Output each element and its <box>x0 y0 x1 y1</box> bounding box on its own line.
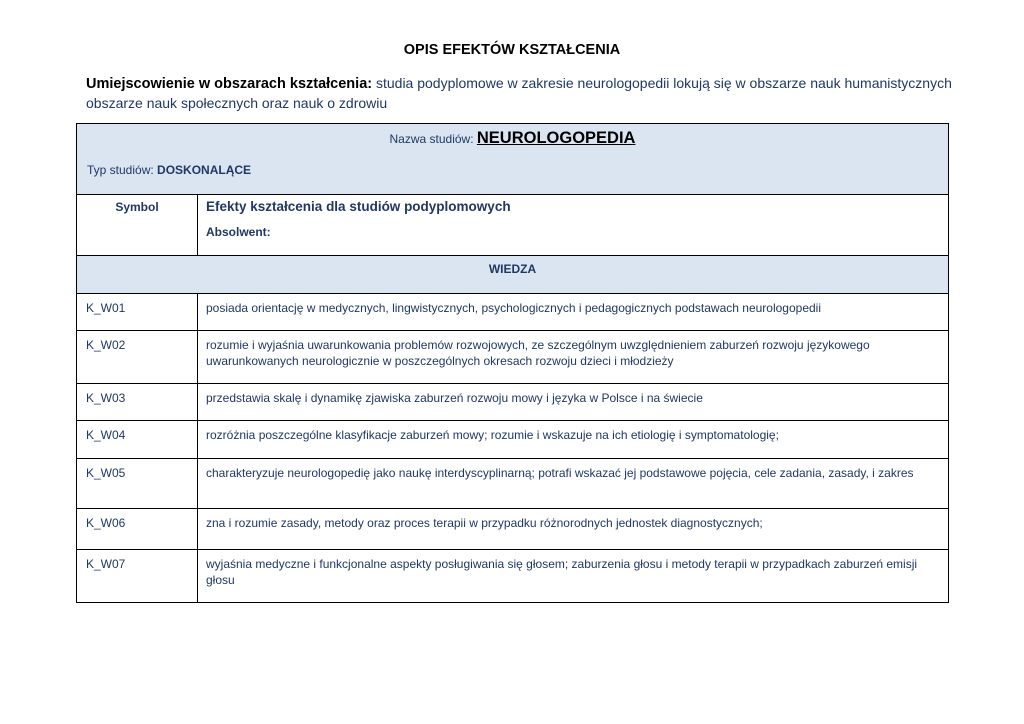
table-header-row <box>77 124 949 195</box>
location-text: studia podyplomowe w zakresie neurologopedii lokują się w obszarze nauk humanistycznych obszarze nauk społecznych oraz nauk o zdrowiu <box>86 75 952 111</box>
study-name-value: NEUROLOGOPEDIA <box>476 129 636 147</box>
description-column-subtitle: Absolwent: <box>206 225 271 239</box>
table-row <box>77 459 949 509</box>
location-paragraph <box>86 74 956 113</box>
column-header-row <box>77 195 949 256</box>
row-description: rozróżnia poszczególne klasyfikacje zaburzeń mowy; rozumie i wskazuje na ich etiologię i symptomatologię; <box>198 421 949 459</box>
description-column-header <box>198 195 949 256</box>
symbol-column-label: Symbol <box>115 200 159 214</box>
row-symbol: K_W01 <box>77 294 198 331</box>
section-title: WIEDZA <box>488 262 537 276</box>
row-description: posiada orientację w medycznych, lingwistycznych, psychologicznych i pedagogicznych podstawach neurologopedii <box>198 294 949 331</box>
symbol-column-header <box>77 195 198 256</box>
row-description: zna i rozumie zasady, metody oraz proces terapii w przypadku różnorodnych jednostek diagnostycznych; <box>198 509 949 550</box>
study-name-label: Nazwa studiów: <box>389 132 477 146</box>
study-type-value: DOSKONALĄCE <box>157 163 252 177</box>
row-description: rozumie i wyjaśnia uwarunkowania problemów rozwojowych, ze szczególnym uwzględnieniem zaburzeń rozwoju językowego uwarunkowanych neurologicznie w poszczególnych okresach rozwoju dzieci i młodzieży <box>198 331 949 384</box>
description-column-title: Efekty kształcenia dla studiów podyplomowych <box>206 199 511 214</box>
section-row <box>77 256 949 294</box>
outcomes-table <box>76 123 949 603</box>
location-label: Umiejscowienie w obszarach kształcenia: <box>86 76 373 92</box>
study-name <box>77 130 948 147</box>
page-title: OPIS EFEKTÓW KSZTAŁCENIA <box>403 42 621 58</box>
section-wiedza <box>77 256 949 294</box>
row-symbol: K_W07 <box>77 550 198 603</box>
table-row <box>77 294 949 331</box>
row-description: wyjaśnia medyczne i funkcjonalne aspekty posługiwania się głosem; zaburzenia głosu i metody terapii w przypadkach zaburzeń emisji głosu <box>198 550 949 603</box>
row-symbol: K_W06 <box>77 509 198 550</box>
table-row <box>77 421 949 459</box>
study-header-cell <box>77 124 949 195</box>
row-symbol: K_W04 <box>77 421 198 459</box>
row-symbol: K_W03 <box>77 384 198 421</box>
row-symbol: K_W02 <box>77 331 198 384</box>
row-description: charakteryzuje neurologopedię jako naukę interdyscyplinarną; potrafi wskazać jej podstawowe pojęcia, cele zadania, zasady, i zakres <box>198 459 949 509</box>
table-row <box>77 331 949 384</box>
study-type-label: Typ studiów: <box>87 163 158 177</box>
table-row <box>77 509 949 550</box>
row-description: przedstawia skalę i dynamikę zjawiska zaburzeń rozwoju mowy i języka w Polsce i na świecie <box>198 384 949 421</box>
row-symbol: K_W05 <box>77 459 198 509</box>
study-type <box>87 162 251 178</box>
table-row <box>77 550 949 603</box>
table-row <box>77 384 949 421</box>
